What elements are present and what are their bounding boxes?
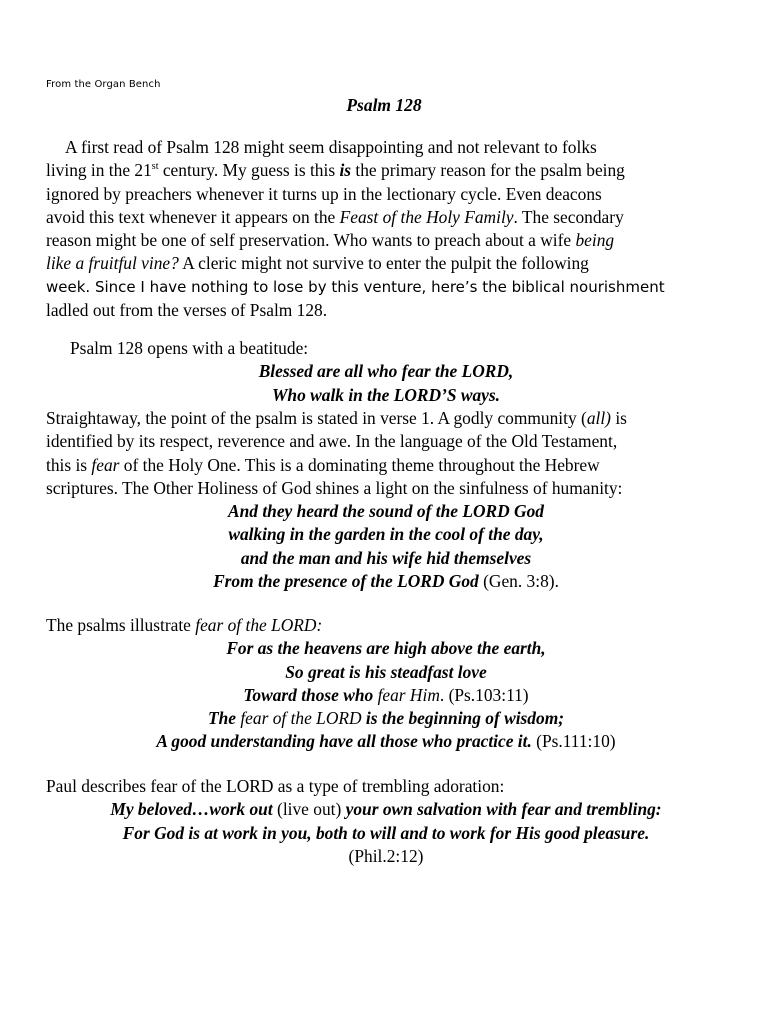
text-line: [46, 454, 726, 477]
text-run: living in the 21: [46, 160, 152, 181]
text-run: ignored by preachers whenever it turns up in the lectionary cycle. Even deacons: [46, 183, 602, 204]
paul-section: [46, 775, 726, 868]
emphasis: fear of the LORD:: [195, 615, 323, 635]
emphasis: is the beginning of wisdom;: [361, 708, 565, 729]
second-paragraph: [46, 407, 726, 593]
text-line: [46, 299, 726, 322]
text-line: [46, 337, 726, 360]
verse-line: Who walk in the LORD’S ways.: [271, 384, 501, 405]
text-run: reason might be one of self preservation. Who wants to preach about a wife: [46, 230, 576, 251]
text-line: [46, 614, 726, 637]
text-run: the primary reason for the psalm being: [351, 160, 625, 181]
text-line: [46, 159, 726, 182]
text-line: [46, 252, 726, 275]
verse-line: For as the heavens are high above the earth,: [226, 638, 546, 659]
text-run: The psalms illustrate: [46, 615, 196, 635]
verse-line: [46, 707, 726, 730]
scripture-reference: (Gen. 3:8).: [478, 571, 559, 592]
emphasis: Toward those who: [243, 684, 378, 705]
text-line: [46, 775, 726, 798]
intro-paragraph: [46, 136, 726, 322]
verse-line: [46, 570, 726, 593]
text-line: [46, 136, 726, 159]
superscript: st: [151, 161, 159, 173]
emphasis: fear of the LORD: [240, 708, 362, 729]
emphasis: your own salvation with fear and trembling:: [345, 799, 662, 820]
text-line: [46, 229, 726, 252]
text-line: [46, 477, 726, 500]
text-run: . The secondary: [513, 206, 624, 227]
text-line: [46, 183, 726, 206]
beatitude-section: [46, 337, 726, 407]
emphasis: Feast of the Holy Family: [339, 206, 514, 227]
emphasis: fear: [91, 454, 120, 475]
verse-line: Blessed are all who fear the LORD,: [258, 361, 514, 382]
emphasis: My beloved…work out: [110, 799, 273, 820]
verse-line: [46, 798, 726, 821]
text-run: of the Holy One. This is a dominating theme throughout the Hebrew: [119, 454, 600, 475]
text-run: A cleric might not survive to enter the pulpit the following: [178, 253, 589, 274]
text-line: [46, 276, 726, 299]
text-run: this is: [46, 454, 92, 475]
text-run: (live out): [272, 799, 346, 820]
emphasis: From the presence of the LORD God: [213, 571, 479, 592]
verse-line: [46, 684, 726, 707]
verse-line: [46, 730, 726, 753]
text-line: [46, 430, 726, 453]
verse-line: So great is his steadfast love: [285, 661, 487, 682]
emphasis: The: [207, 708, 241, 729]
text-line: [46, 407, 726, 430]
emphasis: fear Him: [377, 684, 440, 705]
text-line: [46, 206, 726, 229]
page-title: Psalm 128: [346, 95, 422, 115]
text-run: identified by its respect, reverence and awe. In the language of the Old Testament,: [46, 431, 618, 452]
scripture-reference: (Phil.2:12): [348, 845, 424, 866]
emphasis: A good understanding have all those who practice it.: [156, 731, 532, 752]
text-run: is: [610, 408, 627, 428]
scripture-reference: (Ps.111:10): [531, 731, 616, 752]
verse-line: walking in the garden in the cool of the day,: [228, 524, 544, 545]
text-run: Straightaway, the point of the psalm is stated in verse 1. A godly community (: [46, 408, 587, 428]
emphasis: like a fruitful vine?: [46, 253, 179, 274]
emphasis: being: [575, 230, 615, 251]
verse-line: And they heard the sound of the LORD God: [228, 501, 544, 522]
text-run: A first read of Psalm 128 might seem disappointing and not relevant to folks: [65, 137, 597, 157]
psalms-section: [46, 614, 726, 754]
text-run: ladled out from the verses of Psalm 128.: [46, 300, 328, 321]
header-note: From the Organ Bench: [46, 79, 161, 90]
verse-line: and the man and his wife hid themselves: [240, 547, 532, 568]
scripture-reference: . (Ps.103:11): [439, 684, 529, 705]
text-run: scriptures. The Other Holiness of God shines a light on the sinfulness of humanity:: [46, 477, 623, 498]
text-run: avoid this text whenever it appears on the: [46, 206, 340, 227]
text-run: week. Since I have nothing to lose by this venture, here’s the biblical nourishment: [46, 277, 665, 296]
emphasis: all): [586, 408, 611, 428]
verse-line: For God is at work in you, both to will and to work for His good pleasure.: [122, 822, 650, 843]
text-run: century. My guess is this: [158, 160, 340, 181]
emphasis: is: [339, 160, 352, 181]
text-run: Paul describes fear of the LORD as a type of trembling adoration:: [46, 776, 505, 796]
text-run: Psalm 128 opens with a beatitude:: [70, 338, 309, 358]
